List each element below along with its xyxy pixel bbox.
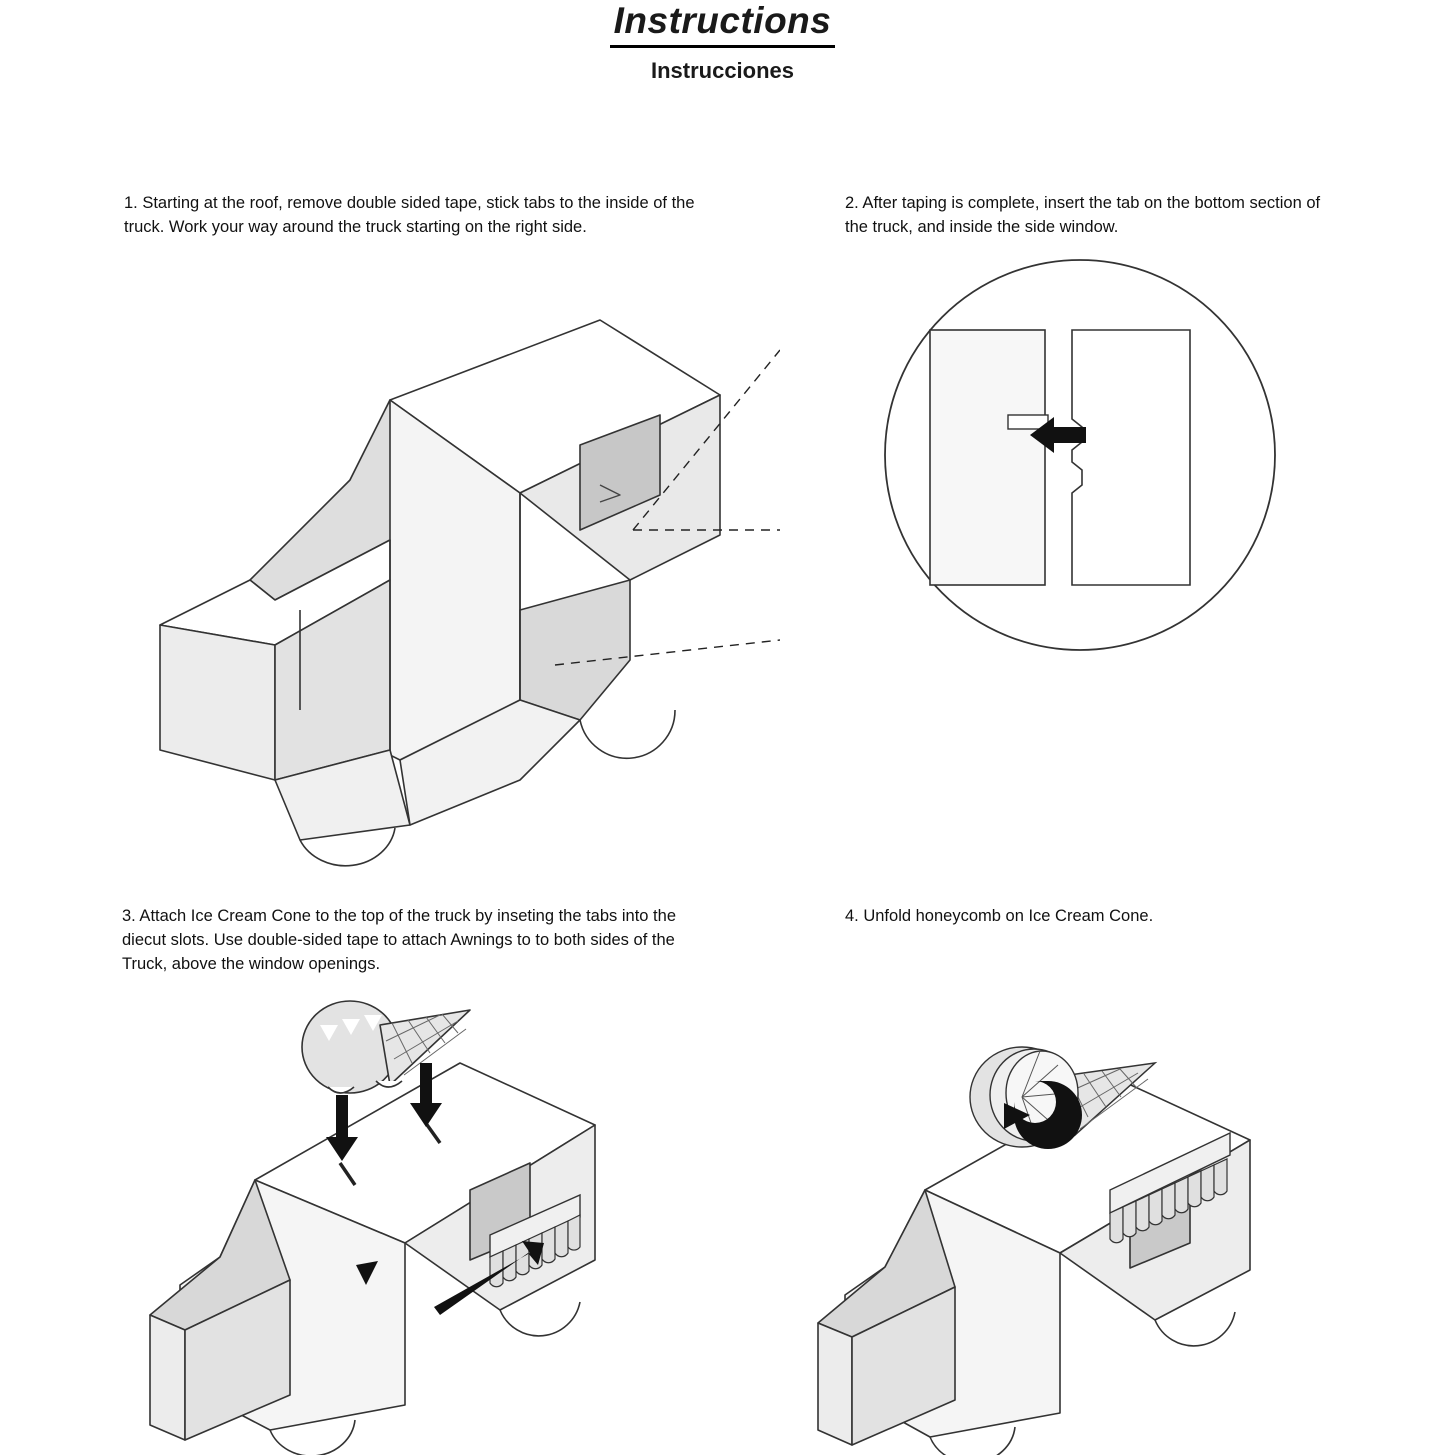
- page-subtitle: Instrucciones: [650, 57, 795, 83]
- truck3-front-box: [150, 1315, 185, 1440]
- page-title-block: [0, 0, 1445, 84]
- figure-step-1: [100, 280, 780, 870]
- step-4-instruction: 4. Unfold honeycomb on Ice Cream Cone.: [845, 907, 1154, 925]
- truck4-rear-wheel: [1155, 1312, 1235, 1346]
- truck-assembly-step-1-svg: [100, 280, 780, 870]
- step-2-instruction: 2. After taping is complete, insert the tab on the bottom section of the truck, and inside the side window.: [845, 194, 1321, 236]
- detail-left-panel: [930, 330, 1045, 585]
- detail-right-panel-with-slot: [1072, 330, 1190, 585]
- tab-insert-detail-svg: [840, 245, 1320, 695]
- cone-tab-right: [376, 1081, 402, 1087]
- truck-rear-wheel-panel: [520, 580, 630, 720]
- truck-front-box: [160, 625, 275, 780]
- truck-honeycomb-svg: [790, 985, 1350, 1455]
- truck3-rear-wheel: [500, 1302, 580, 1336]
- truck-cone-awning-svg: [140, 985, 740, 1455]
- truck4-front-box: [818, 1323, 852, 1445]
- step-3-instruction: 3. Attach Ice Cream Cone to the top of the truck by inseting the tabs into the diecut slots. Use double-sided tape to attach Awnings to to both sides of the Truck, above the window openings.: [122, 907, 676, 973]
- rear-wheel-arch: [580, 710, 675, 758]
- figure-step-3: [140, 985, 740, 1455]
- figure-step-4: [790, 985, 1350, 1455]
- page-title: Instructions: [610, 0, 836, 48]
- step-1-instruction: 1. Starting at the roof, remove double sided tape, stick tabs to the inside of the truck. Work your way around the truck starting on the right side.: [124, 194, 695, 236]
- figure-step-2: [840, 245, 1320, 695]
